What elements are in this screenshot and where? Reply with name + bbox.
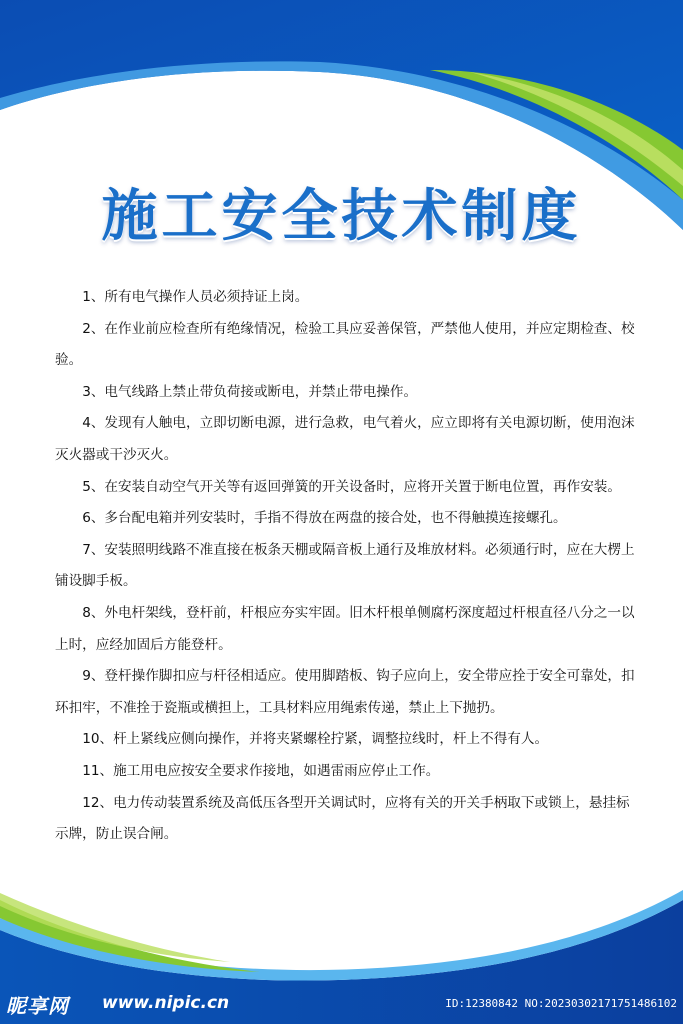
rule-item: 8、外电杆架线，登杆前，杆根应夯实牢固。旧木杆根单侧腐朽深度超过杆根直径八分之一以上时，应经加固后方能登杆。 (55, 604, 635, 653)
rule-item: 2、在作业前应检查所有绝缘情况，检验工具应妥善保管，严禁他人使用，并应定期检查、校验。 (55, 320, 635, 369)
rule-item: 10、杆上紧线应侧向操作，并将夹紧螺栓拧紧，调整拉线时，杆上不得有人。 (82, 731, 549, 748)
watermark-logo: 昵享网 (6, 994, 69, 1018)
rule-item: 12、电力传动装置系统及高低压各型开关调试时，应将有关的开关手柄取下或锁上，悬挂标示牌，防止误合闸。 (55, 794, 630, 843)
rule-item: 7、安装照明线路不准直接在板条天棚或隔音板上通行及堆放材料。必须通行时，应在大楞上铺设脚手板。 (55, 541, 635, 590)
rule-item: 6、多台配电箱并列安装时，手指不得放在两盘的接合处，也不得触摸连接螺孔。 (82, 510, 567, 527)
rule-item: 3、电气线路上禁止带负荷接或断电，并禁止带电操作。 (82, 383, 418, 400)
watermark-id: ID:12380842 NO:20230302171751486102 (445, 997, 677, 1010)
rule-item: 11、施工用电应按安全要求作接地，如遇雷雨应停止工作。 (82, 762, 440, 779)
page-title: 施工安全技术制度 (101, 184, 582, 249)
rule-item: 5、在安装自动空气开关等有返回弹簧的开关设备时，应将开关置于断电位置，再作安装。 (82, 478, 621, 495)
rules-list (55, 282, 635, 851)
rule-item: 9、登杆操作脚扣应与杆径相适应。使用脚踏板、钩子应向上，安全带应拴于安全可靠处，扣环扣牢，不准拴于瓷瓶或横担上，工具材料应用绳索传递，禁止上下抛扔。 (55, 668, 635, 716)
rule-item: 1、所有电气操作人员必须持证上岗。 (82, 289, 309, 305)
watermark-site: www.nipic.cn (102, 993, 230, 1013)
rule-item: 4、发现有人触电，立即切断电源，进行急救，电气着火，应立即将有关电源切断，使用泡沫灭火器或干沙灭火。 (55, 415, 635, 463)
